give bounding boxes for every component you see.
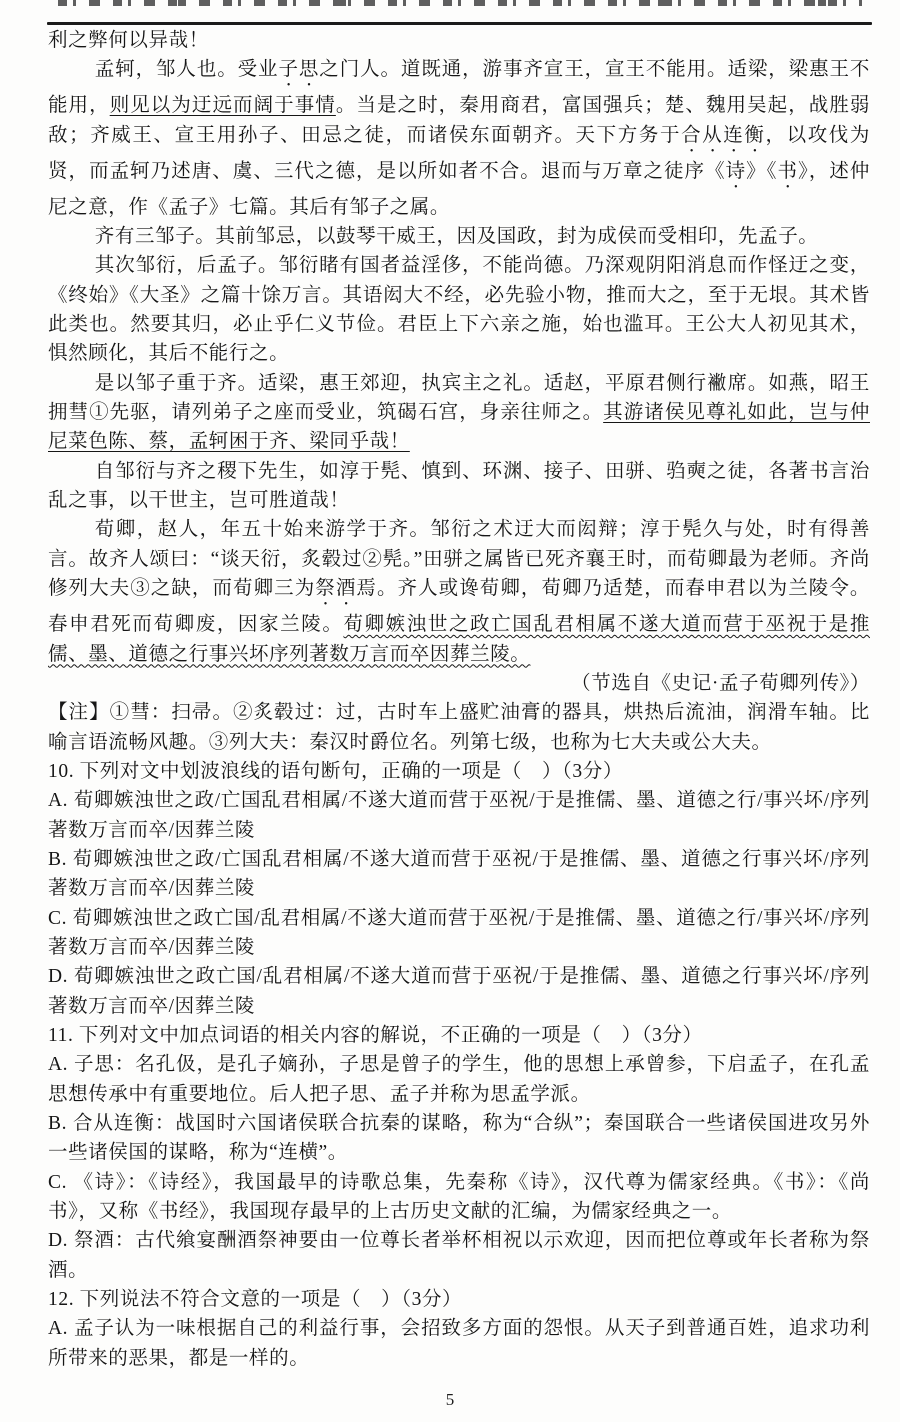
passage-paragraph [48, 26, 870, 55]
text-segment: A. 孟子认为一味根据自己的利益行事，会招致多方面的怨恨。从天子到普通百姓，追求功利所带来的恶果，都是一样的。 [48, 1318, 870, 1369]
source-attribution [48, 669, 870, 698]
question-11-option-c [48, 1168, 870, 1227]
text-segment: 焉。齐人或谗荀卿，荀卿乃适楚，而春申君以为兰陵令。春申君死而荀卿废，因家兰陵。 [48, 578, 870, 636]
passage-paragraph [48, 457, 870, 516]
footnotes [48, 698, 870, 757]
question-12-stem [48, 1285, 870, 1314]
dotted-term: 书 [777, 160, 799, 182]
underlined-clause: 则见以为迂远而阔于事情 [109, 95, 336, 117]
passage-paragraph [48, 251, 870, 368]
question-11-stem [48, 1021, 870, 1050]
question-10-option-a [48, 786, 870, 845]
text-segment: 。当是之时，秦用商君，富国强兵；楚、魏用吴起，战胜弱敌；齐威王、宣王用孙子、田忌之徒，而诸侯东面朝齐。天下方务于 [48, 95, 870, 146]
dotted-term: 诗 [725, 160, 747, 182]
passage-paragraph [48, 515, 870, 668]
text-segment: 【注】①彗：扫帚。②炙毂过：过，古时车上盛贮油膏的器具，烘热后流油，润滑车轴。比喻言语流畅风趣。③列大夫：秦汉时爵位名。列第七级，也称为七大夫或公大夫。 [48, 702, 870, 753]
passage-section [48, 26, 870, 1373]
text-segment: 荀卿，赵人，年五十始来游学于齐。邹衍之术迂大而闳辩；淳于髡久与处，时有得善言。故齐人颂曰：“谈天衍，炙毂过②髡。”田骈之属皆已死齐襄王时，而荀卿最为老师。齐尚修列大夫③之缺，而荀卿三为 [48, 519, 870, 600]
text-segment: A. 荀卿嫉浊世之政/亡国乱君相属/不遂大道而营于巫祝/于是推儒、墨、道德之行/事兴坏/序列著数万言而卒/因葬兰陵 [48, 790, 870, 841]
passage-paragraph [48, 55, 870, 222]
question-11-option-d [48, 1226, 870, 1285]
page-number: 5 [445, 1390, 455, 1409]
text-segment: B. 荀卿嫉浊世之政/亡国乱君相属/不遂大道而营于巫祝/于是推儒、墨、道德之行事兴坏/序列著数万言而卒/因葬兰陵 [48, 848, 870, 900]
clipped-previous-line-fragments [58, 0, 862, 6]
question-10-option-c [48, 904, 870, 963]
text-segment: C. 《诗》：《诗经》，我国最早的诗歌总集，先秦称《诗》，汉代尊为儒家经典。《书》：《尚书》，又称《书经》，我国现存最早的上古历史文献的汇编，为儒家经典之一。 [48, 1171, 870, 1223]
text-segment: 孟轲，邹人也。受业 [94, 59, 279, 81]
text-segment: A. 子思：名孔伋，是孔子嫡孙，子思是曾子的学生，他的思想上承曾参，下启孟子，在孔孟思想传承中有重要地位。后人把子思、孟子并称为思孟学派。 [48, 1054, 870, 1105]
dotted-term: 祭酒 [315, 578, 357, 600]
text-segment: ，以攻伐为贤，而孟轲乃述唐、虞、三代之德，是以所如者不合。退而与万章之徒序《 [48, 124, 870, 182]
text-segment: 是以邹子重于齐。适梁，惠王郊迎，执宾主之礼。适赵，平原君侧行襒席。如燕，昭王拥彗①先驱，请列弟子之座而受业，筑碣石宫，身亲往师之。 [48, 372, 870, 424]
header-rule [47, 22, 872, 25]
text-segment: 》《 [746, 160, 778, 182]
text-segment: 12. 下列说法不符合文意的一项是（ ）（3分） [48, 1289, 463, 1311]
question-10-option-d [48, 962, 870, 1021]
question-10-option-b [48, 845, 870, 904]
text-segment: 齐有三邹子。其前邹忌，以鼓琴干威王，因及国政，封为成侯而受相印，先孟子。 [94, 226, 819, 248]
text-segment: 其次邹衍，后孟子。邹衍睹有国者益淫侈，不能尚德。乃深观阴阳消息而作怪迂之变，《终始》《大圣》之篇十馀万言。其语闳大不经，必先验小物，推而大之，至于无垠。其术皆此类也。然要其归，必止乎仁义节俭。君臣上下六亲之施，始也滥耳。王公大人初见其术，惧然顾化，其后不能行之。 [48, 255, 870, 365]
question-10-stem [48, 757, 870, 786]
passage-paragraph [48, 222, 870, 251]
text-segment: 11. 下列对文中加点词语的相关内容的解说，不正确的一项是（ ）（3分） [48, 1024, 703, 1046]
text-segment: 之门人。道既通，游事齐宣王，宣王不能用。适梁，梁惠王不能用， [48, 59, 871, 117]
text-segment: 利之弊何以异哉！ [48, 30, 209, 51]
question-11-option-b [48, 1109, 870, 1168]
question-12-option-a [48, 1314, 870, 1373]
dotted-term: 合从连衡 [681, 124, 766, 146]
underlined-clause: 其游诸侯见尊礼如此，岂与仲尼菜色陈、蔡，孟轲困于齐、梁同乎哉！ [48, 402, 870, 453]
text-segment: （节选自《史记·孟子荀卿列传》） [571, 672, 870, 694]
wavy-underlined-clause: 荀卿嫉浊世之政亡国乱君相属不遂大道而营于巫祝于是推儒、墨、道德之行事兴坏序列著数万言而卒因葬兰陵。 [48, 614, 870, 665]
text-segment: B. 合从连衡：战国时六国诸侯联合抗秦的谋略，称为“合纵”；秦国联合一些诸侯国进攻另外一些诸侯国的谋略，称为“连横”。 [48, 1113, 870, 1164]
dotted-term: 子思 [278, 59, 320, 81]
text-segment: 10. 下列对文中划波浪线的语句断句，正确的一项是（ ）（3分） [48, 760, 623, 782]
question-11-option-a [48, 1050, 870, 1109]
text-segment: 》，述仲尼之意，作《孟子》七篇。其后有邹子之属。 [48, 160, 870, 218]
text-segment: D. 荀卿嫉浊世之政亡国/乱君相属/不遂大道而营于巫祝/于是推儒、墨、道德之行事兴坏/序列著数万言而卒/因葬兰陵 [48, 966, 870, 1017]
text-segment: 自邹衍与齐之稷下先生，如淳于髡、慎到、环渊、接子、田骈、驺奭之徒，各著书言治乱之事，以干世主，岂可胜道哉！ [48, 460, 870, 512]
passage-paragraph [48, 369, 870, 457]
text-segment: D. 祭酒：古代飨宴酬酒祭神要由一位尊长者举杯相祝以示欢迎，因而把位尊或年长者称为祭酒。 [48, 1230, 870, 1281]
text-segment: C. 荀卿嫉浊世之政亡国/乱君相属/不遂大道而营于巫祝/于是推儒、墨、道德之行/事兴坏/序列著数万言而卒/因葬兰陵 [48, 907, 870, 958]
